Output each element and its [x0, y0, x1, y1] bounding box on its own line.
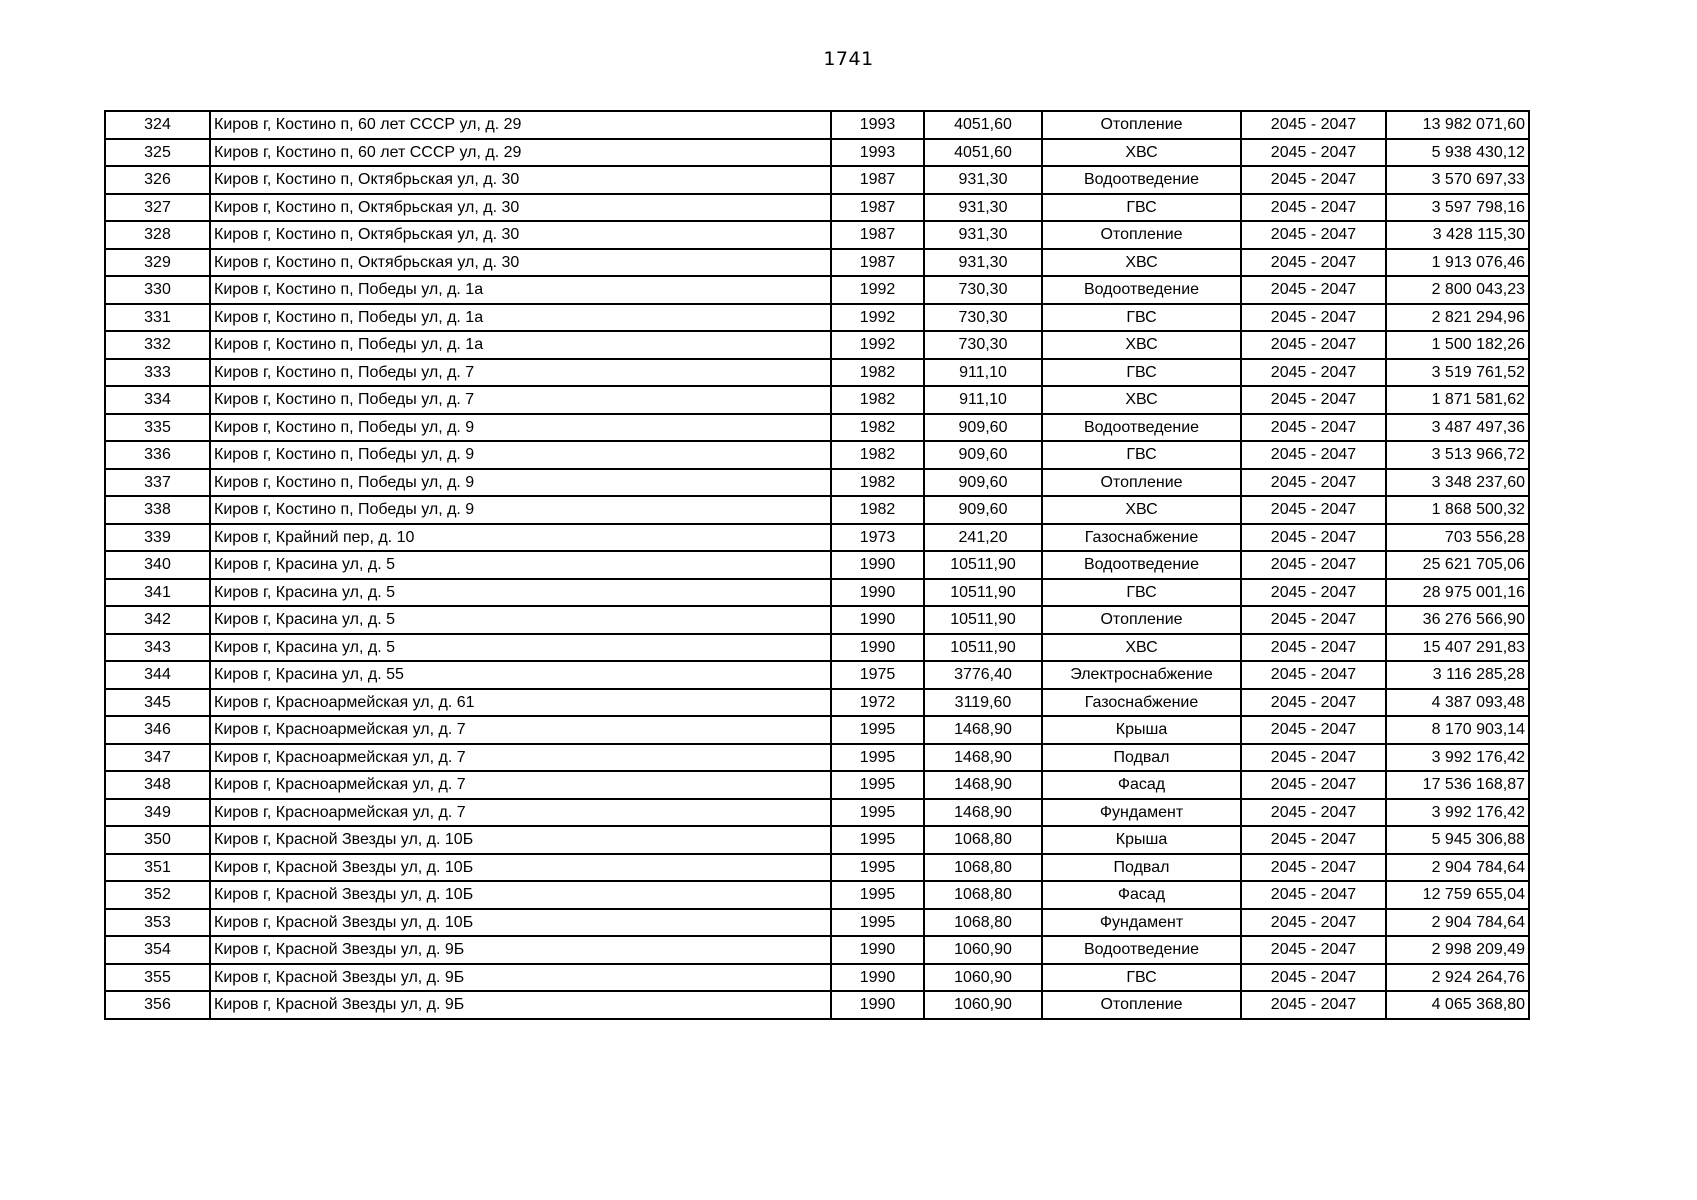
table-row	[105, 716, 1529, 744]
year-cell: 1990	[831, 964, 924, 992]
table-row	[105, 661, 1529, 689]
area-cell: 931,30	[924, 221, 1042, 249]
address-cell: Киров г, Красной Звезды ул, д. 10Б	[210, 881, 831, 909]
address-cell: Киров г, Красноармейская ул, д. 7	[210, 744, 831, 772]
address-cell: Киров г, Красина ул, д. 5	[210, 579, 831, 607]
table-row	[105, 441, 1529, 469]
table-body	[105, 111, 1529, 1019]
area-cell: 3119,60	[924, 689, 1042, 717]
address-cell: Киров г, Костино п, Победы ул, д. 9	[210, 414, 831, 442]
area-cell: 730,30	[924, 276, 1042, 304]
work-type-cell: ГВС	[1042, 579, 1241, 607]
table-row	[105, 964, 1529, 992]
area-cell: 1468,90	[924, 744, 1042, 772]
area-cell: 1068,80	[924, 881, 1042, 909]
area-cell: 911,10	[924, 386, 1042, 414]
period-cell: 2045 - 2047	[1241, 909, 1386, 937]
address-cell: Киров г, Костино п, Победы ул, д. 1а	[210, 304, 831, 332]
year-cell: 1995	[831, 744, 924, 772]
period-cell: 2045 - 2047	[1241, 689, 1386, 717]
work-type-cell: Газоснабжение	[1042, 689, 1241, 717]
row-number-cell: 331	[105, 304, 210, 332]
work-type-cell: ГВС	[1042, 359, 1241, 387]
table-row	[105, 111, 1529, 139]
work-type-cell: ХВС	[1042, 139, 1241, 167]
period-cell: 2045 - 2047	[1241, 661, 1386, 689]
period-cell: 2045 - 2047	[1241, 276, 1386, 304]
work-type-cell: Водоотведение	[1042, 414, 1241, 442]
row-number-cell: 350	[105, 826, 210, 854]
area-cell: 1060,90	[924, 991, 1042, 1019]
area-cell: 4051,60	[924, 111, 1042, 139]
table-row	[105, 166, 1529, 194]
year-cell: 1992	[831, 304, 924, 332]
row-number-cell: 335	[105, 414, 210, 442]
row-number-cell: 345	[105, 689, 210, 717]
period-cell: 2045 - 2047	[1241, 194, 1386, 222]
year-cell: 1992	[831, 331, 924, 359]
year-cell: 1987	[831, 166, 924, 194]
cost-cell: 3 428 115,30	[1386, 221, 1529, 249]
address-cell: Киров г, Костино п, Победы ул, д. 1а	[210, 331, 831, 359]
cost-cell: 703 556,28	[1386, 524, 1529, 552]
year-cell: 1990	[831, 991, 924, 1019]
cost-cell: 3 597 798,16	[1386, 194, 1529, 222]
period-cell: 2045 - 2047	[1241, 221, 1386, 249]
period-cell: 2045 - 2047	[1241, 826, 1386, 854]
cost-cell: 5 938 430,12	[1386, 139, 1529, 167]
row-number-cell: 351	[105, 854, 210, 882]
area-cell: 1068,80	[924, 826, 1042, 854]
row-number-cell: 336	[105, 441, 210, 469]
cost-cell: 3 513 966,72	[1386, 441, 1529, 469]
cost-cell: 36 276 566,90	[1386, 606, 1529, 634]
work-type-cell: ХВС	[1042, 496, 1241, 524]
row-number-cell: 356	[105, 991, 210, 1019]
cost-cell: 13 982 071,60	[1386, 111, 1529, 139]
table-row	[105, 606, 1529, 634]
year-cell: 1987	[831, 221, 924, 249]
cost-cell: 4 387 093,48	[1386, 689, 1529, 717]
address-cell: Киров г, Костино п, Октябрьская ул, д. 30	[210, 194, 831, 222]
year-cell: 1992	[831, 276, 924, 304]
cost-cell: 3 487 497,36	[1386, 414, 1529, 442]
table-row	[105, 496, 1529, 524]
year-cell: 1995	[831, 771, 924, 799]
cost-cell: 2 924 264,76	[1386, 964, 1529, 992]
year-cell: 1990	[831, 551, 924, 579]
year-cell: 1995	[831, 716, 924, 744]
address-cell: Киров г, Красной Звезды ул, д. 9Б	[210, 936, 831, 964]
area-cell: 909,60	[924, 441, 1042, 469]
year-cell: 1995	[831, 909, 924, 937]
period-cell: 2045 - 2047	[1241, 771, 1386, 799]
area-cell: 1468,90	[924, 771, 1042, 799]
row-number-cell: 325	[105, 139, 210, 167]
period-cell: 2045 - 2047	[1241, 716, 1386, 744]
work-type-cell: Отопление	[1042, 606, 1241, 634]
year-cell: 1972	[831, 689, 924, 717]
work-type-cell: Газоснабжение	[1042, 524, 1241, 552]
row-number-cell: 330	[105, 276, 210, 304]
cost-cell: 2 904 784,64	[1386, 854, 1529, 882]
area-cell: 241,20	[924, 524, 1042, 552]
work-type-cell: Электроснабжение	[1042, 661, 1241, 689]
period-cell: 2045 - 2047	[1241, 936, 1386, 964]
row-number-cell: 348	[105, 771, 210, 799]
year-cell: 1975	[831, 661, 924, 689]
address-cell: Киров г, Красноармейская ул, д. 61	[210, 689, 831, 717]
table-row	[105, 359, 1529, 387]
table-row	[105, 991, 1529, 1019]
area-cell: 1468,90	[924, 716, 1042, 744]
page-number: 1741	[823, 48, 874, 70]
table-row	[105, 799, 1529, 827]
cost-cell: 1 913 076,46	[1386, 249, 1529, 277]
row-number-cell: 347	[105, 744, 210, 772]
year-cell: 1995	[831, 854, 924, 882]
table-row	[105, 771, 1529, 799]
address-cell: Киров г, Красина ул, д. 5	[210, 551, 831, 579]
cost-cell: 8 170 903,14	[1386, 716, 1529, 744]
address-cell: Киров г, Красной Звезды ул, д. 10Б	[210, 854, 831, 882]
address-cell: Киров г, Костино п, Победы ул, д. 9	[210, 469, 831, 497]
year-cell: 1990	[831, 936, 924, 964]
row-number-cell: 355	[105, 964, 210, 992]
table-row	[105, 634, 1529, 662]
year-cell: 1990	[831, 606, 924, 634]
cost-cell: 5 945 306,88	[1386, 826, 1529, 854]
year-cell: 1990	[831, 634, 924, 662]
table-row	[105, 551, 1529, 579]
cost-cell: 3 116 285,28	[1386, 661, 1529, 689]
period-cell: 2045 - 2047	[1241, 111, 1386, 139]
year-cell: 1973	[831, 524, 924, 552]
work-type-cell: ХВС	[1042, 249, 1241, 277]
period-cell: 2045 - 2047	[1241, 579, 1386, 607]
period-cell: 2045 - 2047	[1241, 469, 1386, 497]
address-cell: Киров г, Красина ул, д. 5	[210, 606, 831, 634]
work-type-cell: ХВС	[1042, 634, 1241, 662]
period-cell: 2045 - 2047	[1241, 551, 1386, 579]
period-cell: 2045 - 2047	[1241, 359, 1386, 387]
cost-cell: 2 821 294,96	[1386, 304, 1529, 332]
table-row	[105, 854, 1529, 882]
row-number-cell: 346	[105, 716, 210, 744]
address-cell: Киров г, Красноармейская ул, д. 7	[210, 716, 831, 744]
period-cell: 2045 - 2047	[1241, 744, 1386, 772]
work-type-cell: ГВС	[1042, 964, 1241, 992]
work-type-cell: Подвал	[1042, 854, 1241, 882]
row-number-cell: 344	[105, 661, 210, 689]
row-number-cell: 352	[105, 881, 210, 909]
address-cell: Киров г, Красноармейская ул, д. 7	[210, 771, 831, 799]
row-number-cell: 332	[105, 331, 210, 359]
cost-cell: 3 519 761,52	[1386, 359, 1529, 387]
year-cell: 1982	[831, 386, 924, 414]
work-type-cell: Фасад	[1042, 881, 1241, 909]
cost-cell: 1 500 182,26	[1386, 331, 1529, 359]
area-cell: 909,60	[924, 414, 1042, 442]
period-cell: 2045 - 2047	[1241, 304, 1386, 332]
cost-cell: 3 992 176,42	[1386, 799, 1529, 827]
area-cell: 3776,40	[924, 661, 1042, 689]
row-number-cell: 326	[105, 166, 210, 194]
work-type-cell: Фундамент	[1042, 909, 1241, 937]
year-cell: 1982	[831, 414, 924, 442]
work-type-cell: Фундамент	[1042, 799, 1241, 827]
year-cell: 1995	[831, 826, 924, 854]
year-cell: 1987	[831, 249, 924, 277]
row-number-cell: 349	[105, 799, 210, 827]
period-cell: 2045 - 2047	[1241, 386, 1386, 414]
area-cell: 10511,90	[924, 634, 1042, 662]
row-number-cell: 334	[105, 386, 210, 414]
table-row	[105, 249, 1529, 277]
table-row	[105, 689, 1529, 717]
year-cell: 1982	[831, 469, 924, 497]
row-number-cell: 339	[105, 524, 210, 552]
table-row	[105, 139, 1529, 167]
address-cell: Киров г, Красина ул, д. 55	[210, 661, 831, 689]
year-cell: 1982	[831, 441, 924, 469]
period-cell: 2045 - 2047	[1241, 331, 1386, 359]
address-cell: Киров г, Костино п, Победы ул, д. 9	[210, 441, 831, 469]
cost-cell: 1 868 500,32	[1386, 496, 1529, 524]
address-cell: Киров г, Красной Звезды ул, д. 10Б	[210, 826, 831, 854]
period-cell: 2045 - 2047	[1241, 881, 1386, 909]
cost-cell: 3 992 176,42	[1386, 744, 1529, 772]
address-cell: Киров г, Красной Звезды ул, д. 9Б	[210, 991, 831, 1019]
row-number-cell: 333	[105, 359, 210, 387]
year-cell: 1993	[831, 111, 924, 139]
cost-cell: 2 904 784,64	[1386, 909, 1529, 937]
address-cell: Киров г, Красина ул, д. 5	[210, 634, 831, 662]
area-cell: 1068,80	[924, 854, 1042, 882]
work-type-cell: ГВС	[1042, 304, 1241, 332]
area-cell: 931,30	[924, 166, 1042, 194]
year-cell: 1982	[831, 359, 924, 387]
address-cell: Киров г, Костино п, 60 лет СССР ул, д. 29	[210, 139, 831, 167]
row-number-cell: 337	[105, 469, 210, 497]
row-number-cell: 340	[105, 551, 210, 579]
work-type-cell: ХВС	[1042, 331, 1241, 359]
year-cell: 1987	[831, 194, 924, 222]
row-number-cell: 341	[105, 579, 210, 607]
work-type-cell: Крыша	[1042, 716, 1241, 744]
area-cell: 1068,80	[924, 909, 1042, 937]
row-number-cell: 324	[105, 111, 210, 139]
period-cell: 2045 - 2047	[1241, 414, 1386, 442]
address-cell: Киров г, Красной Звезды ул, д. 9Б	[210, 964, 831, 992]
address-cell: Киров г, Костино п, Победы ул, д. 7	[210, 386, 831, 414]
year-cell: 1982	[831, 496, 924, 524]
table-row	[105, 881, 1529, 909]
work-type-cell: Отопление	[1042, 991, 1241, 1019]
address-cell: Киров г, Костино п, Победы ул, д. 1а	[210, 276, 831, 304]
table-row	[105, 221, 1529, 249]
row-number-cell: 354	[105, 936, 210, 964]
address-cell: Киров г, Костино п, Октябрьская ул, д. 30	[210, 221, 831, 249]
cost-cell: 12 759 655,04	[1386, 881, 1529, 909]
work-type-cell: Водоотведение	[1042, 276, 1241, 304]
work-type-cell: ХВС	[1042, 386, 1241, 414]
year-cell: 1993	[831, 139, 924, 167]
area-cell: 10511,90	[924, 579, 1042, 607]
period-cell: 2045 - 2047	[1241, 249, 1386, 277]
period-cell: 2045 - 2047	[1241, 441, 1386, 469]
work-type-cell: Водоотведение	[1042, 936, 1241, 964]
cost-cell: 2 800 043,23	[1386, 276, 1529, 304]
year-cell: 1995	[831, 799, 924, 827]
work-type-cell: Отопление	[1042, 111, 1241, 139]
address-cell: Киров г, Костино п, Победы ул, д. 7	[210, 359, 831, 387]
address-cell: Киров г, Костино п, Октябрьская ул, д. 30	[210, 166, 831, 194]
period-cell: 2045 - 2047	[1241, 964, 1386, 992]
row-number-cell: 343	[105, 634, 210, 662]
work-type-cell: Фасад	[1042, 771, 1241, 799]
period-cell: 2045 - 2047	[1241, 496, 1386, 524]
period-cell: 2045 - 2047	[1241, 634, 1386, 662]
table-row	[105, 524, 1529, 552]
cost-cell: 3 570 697,33	[1386, 166, 1529, 194]
period-cell: 2045 - 2047	[1241, 139, 1386, 167]
period-cell: 2045 - 2047	[1241, 799, 1386, 827]
table-row	[105, 936, 1529, 964]
work-type-cell: Водоотведение	[1042, 551, 1241, 579]
address-cell: Киров г, Костино п, Октябрьская ул, д. 30	[210, 249, 831, 277]
year-cell: 1990	[831, 579, 924, 607]
row-number-cell: 329	[105, 249, 210, 277]
row-number-cell: 338	[105, 496, 210, 524]
address-cell: Киров г, Красной Звезды ул, д. 10Б	[210, 909, 831, 937]
table-row	[105, 909, 1529, 937]
area-cell: 1060,90	[924, 936, 1042, 964]
work-type-cell: ГВС	[1042, 441, 1241, 469]
period-cell: 2045 - 2047	[1241, 991, 1386, 1019]
table-row	[105, 276, 1529, 304]
cost-cell: 15 407 291,83	[1386, 634, 1529, 662]
period-cell: 2045 - 2047	[1241, 524, 1386, 552]
table-row	[105, 826, 1529, 854]
address-cell: Киров г, Костино п, Победы ул, д. 9	[210, 496, 831, 524]
register-table	[104, 110, 1530, 1020]
cost-cell: 4 065 368,80	[1386, 991, 1529, 1019]
row-number-cell: 353	[105, 909, 210, 937]
row-number-cell: 342	[105, 606, 210, 634]
area-cell: 1468,90	[924, 799, 1042, 827]
area-cell: 730,30	[924, 304, 1042, 332]
area-cell: 730,30	[924, 331, 1042, 359]
table-row	[105, 414, 1529, 442]
address-cell: Киров г, Костино п, 60 лет СССР ул, д. 29	[210, 111, 831, 139]
area-cell: 931,30	[924, 249, 1042, 277]
cost-cell: 2 998 209,49	[1386, 936, 1529, 964]
address-cell: Киров г, Крайний пер, д. 10	[210, 524, 831, 552]
area-cell: 909,60	[924, 469, 1042, 497]
area-cell: 4051,60	[924, 139, 1042, 167]
work-type-cell: Отопление	[1042, 469, 1241, 497]
row-number-cell: 327	[105, 194, 210, 222]
cost-cell: 17 536 168,87	[1386, 771, 1529, 799]
cost-cell: 1 871 581,62	[1386, 386, 1529, 414]
table-row	[105, 744, 1529, 772]
table-row	[105, 331, 1529, 359]
table-row	[105, 579, 1529, 607]
table-row	[105, 194, 1529, 222]
work-type-cell: Крыша	[1042, 826, 1241, 854]
work-type-cell: Подвал	[1042, 744, 1241, 772]
work-type-cell: Отопление	[1042, 221, 1241, 249]
area-cell: 931,30	[924, 194, 1042, 222]
area-cell: 911,10	[924, 359, 1042, 387]
cost-cell: 3 348 237,60	[1386, 469, 1529, 497]
table-row	[105, 304, 1529, 332]
row-number-cell: 328	[105, 221, 210, 249]
table-row	[105, 386, 1529, 414]
cost-cell: 28 975 001,16	[1386, 579, 1529, 607]
cost-cell: 25 621 705,06	[1386, 551, 1529, 579]
table-row	[105, 469, 1529, 497]
period-cell: 2045 - 2047	[1241, 854, 1386, 882]
work-type-cell: Водоотведение	[1042, 166, 1241, 194]
address-cell: Киров г, Красноармейская ул, д. 7	[210, 799, 831, 827]
period-cell: 2045 - 2047	[1241, 606, 1386, 634]
area-cell: 10511,90	[924, 551, 1042, 579]
period-cell: 2045 - 2047	[1241, 166, 1386, 194]
area-cell: 909,60	[924, 496, 1042, 524]
area-cell: 1060,90	[924, 964, 1042, 992]
year-cell: 1995	[831, 881, 924, 909]
work-type-cell: ГВС	[1042, 194, 1241, 222]
area-cell: 10511,90	[924, 606, 1042, 634]
